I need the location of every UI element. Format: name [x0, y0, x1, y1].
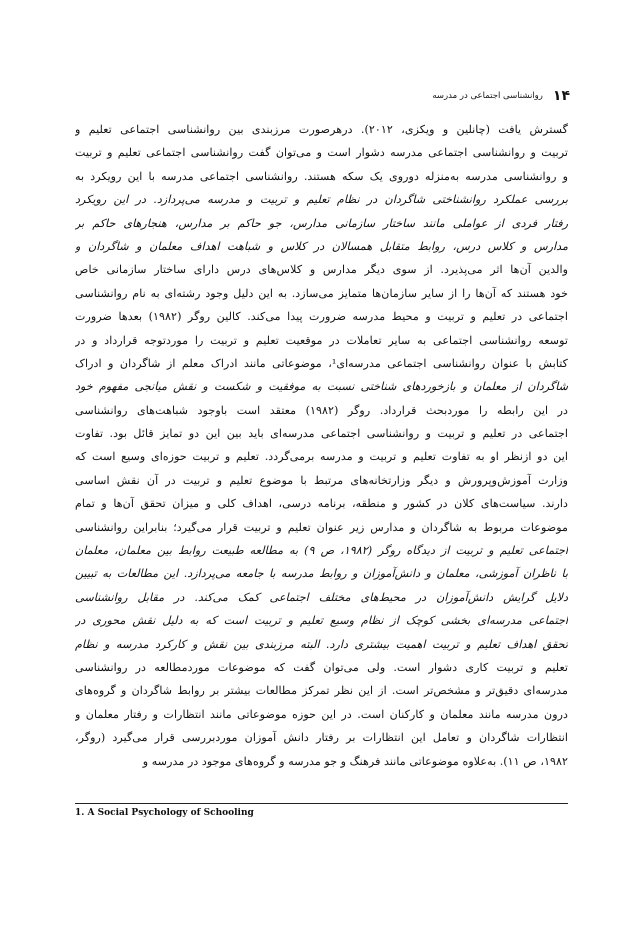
text-line: بررسی عملکرد روانشناختی شاگردان در نظام تعلیم و تربیت و مدرسه می‌پردازد. در این رویکرد [75, 193, 568, 207]
running-head: روانشناسی اجتماعی در مدرسه [432, 91, 543, 101]
body-text [75, 118, 568, 773]
text-line: توسعه روانشناسی اجتماعی به سایر تعاملات در موقعیت تعلیم و تربیت را موردتوجه قرارداد و در [75, 333, 568, 347]
footnote-divider [75, 803, 568, 804]
text-line: تعلیم و تربیت کاری دشوار است. ولی می‌توان گفت که موضوعات موردمطالعه در روانشناسی [75, 660, 568, 674]
text-line: تربیت و روانشناسی اجتماعی مدرسه دشوار است و می‌توان گفت روانشناسی اجتماعی تعلیم و تربیت [75, 146, 568, 160]
text-line: رفتار فردی از عواملی مانند ساختار سازمانی مدارس، جو حاکم بر مدارس، هنجارهای حاکم بر [75, 216, 568, 230]
text-line: مدرسه‌ای دقیق‌تر و مشخص‌تر است. از این نظر تمرکز مطالعات بیشتر بر روابط شاگردان و گروه‌های [75, 684, 568, 698]
text-line: تحقق اهداف تعلیم و تربیت اهمیت بیشتری دارد. البته مرزبندی بین نقش و کارکرد مدرسه و نظام [75, 637, 568, 651]
text-line: اجتماعی تعلیم و تربیت از دیدگاه روگر (۱۹۸۲، ص ۹) به مطالعه طبیعت روابط بین معلمان، معلمان [75, 544, 568, 558]
text-line: گسترش یافت (چانلین و ویکزی، ۲۰۱۲). درهرصورت مرزبندی بین روانشناسی اجتماعی تعلیم و [75, 123, 568, 136]
text-line: موضوعات مربوط به شاگردان و مدارس زیر عنوان تعلیم و تربیت قرار می‌گیرد؛ بنابراین روانشناسی [75, 520, 568, 534]
text-line: این دو ازنظر او به تفاوت تعلیم و تربیت و مدرسه برمی‌گردد. تعلیم و تربیت حوزه‌ای وسیع است که [75, 450, 568, 464]
text-line: با ناظران آموزشی، معلمان و دانش‌آموزان و روابط مدرسه با جامعه می‌پردازد. این مطالعات به تبیین [75, 567, 568, 581]
text-line: و روانشناسی مدرسه به‌منزله دوروی یک سکه هستند. روانشناسی اجتماعی مدرسه با این رویکرد به [75, 169, 568, 183]
text-line: مدارس و کلاس درس، روابط متقابل همسالان در کلاس و شباهت اهداف معلمان و شاگردان و [75, 239, 568, 253]
footnote: 1. A Social Psychology of Schooling [75, 808, 254, 818]
text-line: اجتماعی در تعلیم و تربیت و محیط مدرسه ضرورت پیدا می‌کند. کالین روگر (۱۹۸۲) بعدها ضرورت [75, 310, 568, 324]
page-header [430, 86, 570, 106]
text-line: خود هستند که آن‌ها را از سایر سازمان‌ها متمایز می‌سازد. به این دلیل وجود رشته‌ای به نام روانشناسی [75, 286, 568, 300]
text-line: درون مدرسه مانند معلمان و کارکنان است. در این حوزه موضوعاتی مانند انتظارات و رفتار معلمان و [75, 707, 568, 721]
text-line: کتابش با عنوان روانشناسی اجتماعی مدرسه‌ای¹، موضوعاتی مانند ادراک معلم از شاگردان و ادراک [75, 356, 568, 370]
text-line: اجتماعی در تعلیم و تربیت و روانشناسی اجتماعی مدرسه‌ای باید بین این دو تمایز قائل بود. تفاوت [75, 427, 568, 441]
page-number: ۱۴ [552, 88, 570, 104]
text-line: انتظارات شاگردان و تعامل این انتظارات بر رفتار دانش آموزان موردبررسی قرار می‌گیرد (روگر، [75, 731, 568, 745]
text-line: وزارت آموزش‌وپرورش و دیگر وزارتخانه‌های مرتبط با موضوع تعلیم و تربیت در آن نقش اساسی [75, 473, 568, 487]
text-line: در این رابطه را موردبحث قرارداد. روگر (۱۹۸۲) معتقد است باوجود شباهت‌های روانشناسی [75, 403, 568, 417]
text-line: والدین آن‌ها اثر می‌پذیرد. از سوی دیگر مدارس و کلاس‌های درس دارای ساختار سازمانی خاص [75, 263, 568, 277]
text-line: دلایل گرایش دانش‌آموزان در محیط‌های مختلف اجتماعی کمک می‌کند. در مقابل روانشناسی [75, 590, 568, 604]
text-line: اجتماعی مدرسه‌ای بخشی کوچک از نظام وسیع تعلیم و تربیت است که به دلیل نقش محوری در [75, 614, 568, 628]
text-line: شاگردان از معلمان و بازخوردهای شناختی نسبت به موفقیت و شکست و نقش میانجی مفهوم خود [75, 380, 568, 394]
text-line: ۱۹۸۲، ص ۱۱). به‌علاوه موضوعاتی مانند فرهنگ و جو مدرسه و گروه‌های موجود در مدرسه و [142, 754, 568, 768]
text-line: دارند. سیاست‌های کلان در کشور و منطقه، برنامه درسی، اهداف کلی و میزان تحقق آن‌ها و تمام [75, 497, 568, 511]
